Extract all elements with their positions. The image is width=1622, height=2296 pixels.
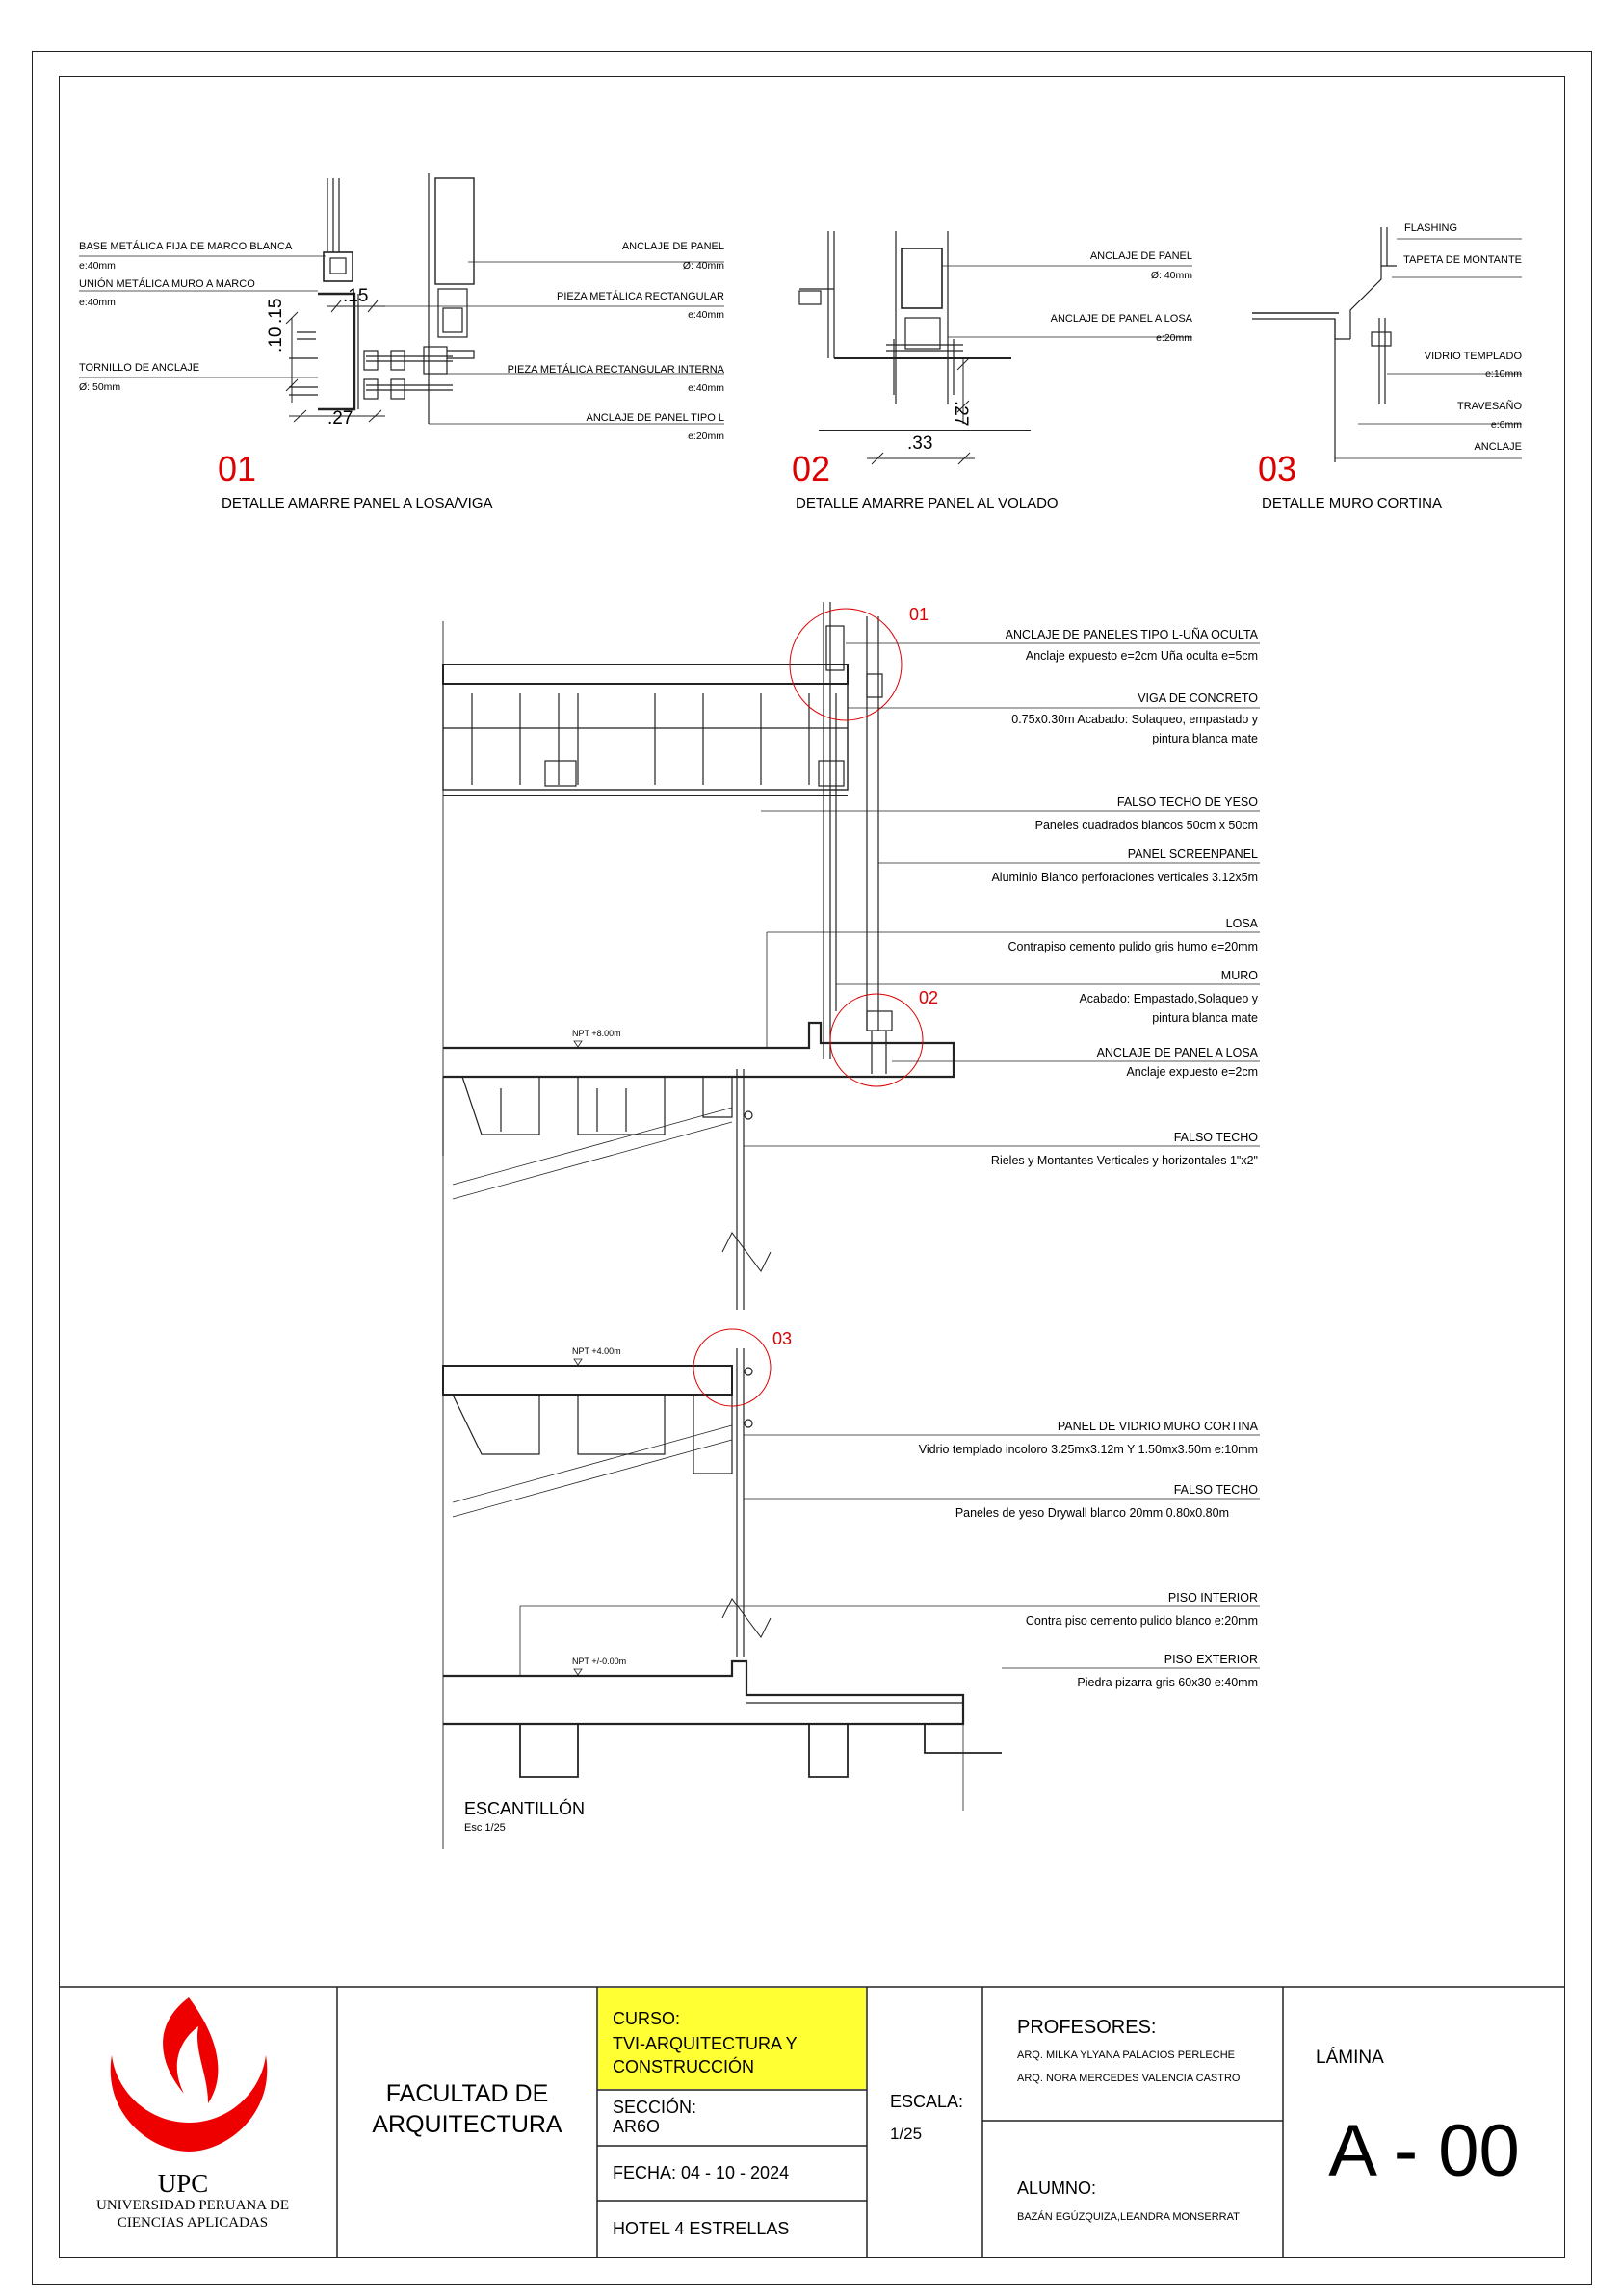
ann-viga-title: VIGA DE CONCRETO [1138,691,1258,705]
professors-label: PROFESORES: [1017,2017,1157,2038]
section-drawing [443,602,1260,1849]
d01-label-pieza: PIEZA METÁLICA RECTANGULAR [556,291,724,302]
ann-anclaje-losa-title: ANCLAJE DE PANEL A LOSA [1096,1046,1258,1059]
section-label: SECCIÓN: [613,2098,697,2117]
d02-label-anclaje-losa: ANCLAJE DE PANEL A LOSA [1050,313,1192,325]
sheet-label: LÁMINA [1316,2048,1384,2068]
ann-falso-techo-yeso-line: Paneles cuadrados blancos 50cm x 50cm [1034,819,1258,832]
d03-label-vidrio: VIDRIO TEMPLADO [1424,351,1522,362]
upc-logo [92,1988,285,2180]
d01-sub-pieza-interna: e:40mm [688,382,724,394]
d02-number: 02 [792,449,831,488]
ann-falso-techo-drywall-title: FALSO TECHO [1173,1483,1258,1497]
d02-title: DETALLE AMARRE PANEL AL VOLADO [796,495,1059,511]
d01-label-union: UNIÓN METÁLICA MURO A MARCO [79,278,255,290]
d03-sub-vidrio: e:10mm [1485,368,1522,379]
ann-piso-exterior-line: Piedra pizarra gris 60x30 e:40mm [1077,1676,1258,1689]
faculty-line2: ARQUITECTURA [372,2111,562,2138]
professor-1: ARQ. MILKA YLYANA PALACIOS PERLECHE [1017,2049,1235,2061]
d02-sub-anclaje-losa: e:20mm [1156,332,1192,344]
ann-piso-exterior-title: PISO EXTERIOR [1164,1653,1258,1666]
ann-anclaje-paneles-title: ANCLAJE DE PANELES TIPO L-UÑA OCULTA [1005,628,1258,641]
ann-muro-title: MURO [1220,969,1258,982]
university-line1: UNIVERSIDAD PERUANA DE [95,2198,289,2213]
d03-sub-travesano: e:6mm [1490,419,1522,430]
d01-label-tornillo: TORNILLO DE ANCLAJE [79,362,200,374]
section-scale: Esc 1/25 [464,1822,506,1834]
ann-anclaje-paneles-line: Anclaje expuesto e=2cm Uña oculta e=5cm [1025,649,1258,663]
faculty-line1: FACULTAD DE [385,2080,549,2107]
d01-sub-base: e:40mm [79,260,116,272]
date: FECHA: 04 - 10 - 2024 [613,2163,790,2182]
d01-label-tipo-l: ANCLAJE DE PANEL TIPO L [586,412,724,424]
sheet-number: A - 00 [1328,2110,1520,2192]
scale-value: 1/25 [890,2125,923,2143]
ann-anclaje-losa-line: Anclaje expuesto e=2cm [1126,1065,1258,1079]
ann-losa-line: Contrapiso cemento pulido gris humo e=20mm [1007,940,1258,953]
d01-sub-anclaje: Ø: 40mm [682,260,724,272]
d03-label-travesano: TRAVESAÑO [1456,401,1522,412]
d03-label-flashing: FLASHING [1404,222,1458,234]
ann-vidrio-line: Vidrio templado incoloro 3.25mx3.12m Y 1.50mx3.50m e:10mm [918,1443,1258,1456]
d01-label-anclaje: ANCLAJE DE PANEL [621,241,724,252]
d01-sub-tornillo: Ø: 50mm [79,381,121,393]
course-line2: CONSTRUCCIÓN [613,2057,754,2076]
ann-muro-line2: pintura blanca mate [1152,1011,1258,1025]
section-title: ESCANTILLÓN [464,1799,586,1818]
section-ref-03: 03 [772,1329,793,1348]
level-npt-4: NPT +4.00m [572,1346,621,1356]
d02-sub-anclaje: Ø: 40mm [1150,270,1192,281]
d03-number: 03 [1258,449,1297,488]
d03-label-tapeta: TAPETA DE MONTANTE [1403,254,1522,266]
detail-02-drawing [799,231,1192,464]
ann-screenpanel-line: Aluminio Blanco perforaciones verticales 3.12x5m [991,871,1258,884]
professor-2: ARQ. NORA MERCEDES VALENCIA CASTRO [1017,2073,1241,2084]
d02-dim-33: .33 [907,433,933,454]
ann-piso-interior-title: PISO INTERIOR [1167,1591,1258,1605]
ann-falso-techo-drywall-line: Paneles de yeso Drywall blanco 20mm 0.80x0.80m [955,1506,1229,1520]
section-value: AR6O [613,2117,661,2136]
section-ref-01: 01 [909,605,929,624]
d01-number: 01 [218,449,257,488]
d01-dim-27: .27 [327,408,353,429]
d02-dim-27: .27 [951,401,971,427]
ann-piso-interior-line: Contra piso cemento pulido blanco e:20mm [1025,1614,1258,1628]
d01-dim-15-side: .15 [266,298,286,324]
d01-title: DETALLE AMARRE PANEL A LOSA/VIGA [222,495,493,511]
section-ref-02: 02 [919,988,939,1007]
student-label: ALUMNO: [1017,2179,1097,2198]
course-label: CURSO: [613,2009,681,2028]
d01-sub-pieza: e:40mm [688,309,724,321]
student-name: BAZÁN EGÚZQUIZA,LEANDRA MONSERRAT [1017,2211,1240,2223]
d01-label-pieza-interna: PIEZA METÁLICA RECTANGULAR INTERNA [507,364,724,376]
scale-label: ESCALA: [890,2092,964,2111]
ann-vidrio-title: PANEL DE VIDRIO MURO CORTINA [1057,1420,1258,1433]
ann-falso-techo-rieles-title: FALSO TECHO [1173,1131,1258,1144]
course-line1: TVI-ARQUITECTURA Y [613,2034,798,2053]
university-line2: CIENCIAS APLICADAS [117,2215,269,2231]
ann-viga-line1: 0.75x0.30m Acabado: Solaqueo, empastado y [1011,713,1258,726]
d01-label-base: BASE METÁLICA FIJA DE MARCO BLANCA [79,241,293,252]
d02-label-anclaje: ANCLAJE DE PANEL [1089,250,1192,262]
d01-dim-15-top: .15 [343,286,369,306]
ann-falso-techo-rieles-line: Rieles y Montantes Verticales y horizontales 1"x2" [990,1154,1258,1167]
d01-sub-union: e:40mm [79,297,116,308]
ann-losa-title: LOSA [1225,917,1258,930]
project-name: HOTEL 4 ESTRELLAS [613,2219,790,2238]
d01-dim-10: .10 [266,326,286,352]
d03-title: DETALLE MURO CORTINA [1262,495,1442,511]
d03-label-anclaje: ANCLAJE [1474,441,1522,453]
ann-screenpanel-title: PANEL SCREENPANEL [1127,848,1258,861]
level-npt-8: NPT +8.00m [572,1029,621,1038]
ann-muro-line1: Acabado: Empastado,Solaqueo y [1079,992,1258,1005]
d01-sub-tipo-l: e:20mm [688,430,724,442]
ann-falso-techo-yeso-title: FALSO TECHO DE YESO [1116,796,1258,809]
ann-viga-line2: pintura blanca mate [1152,732,1258,745]
level-npt-0: NPT +/-0.00m [572,1657,627,1666]
